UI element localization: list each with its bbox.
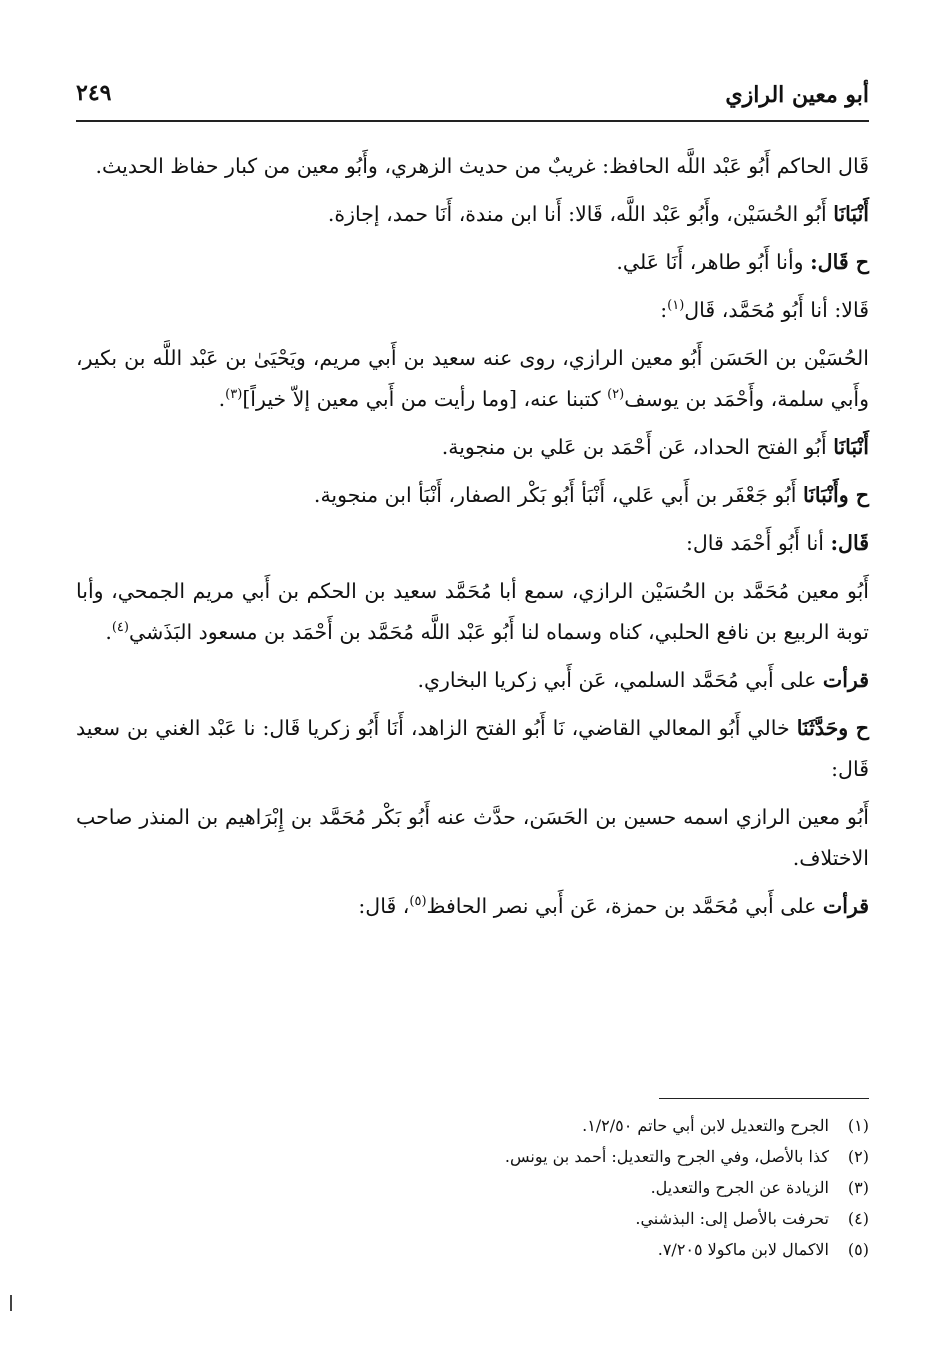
paragraph-tail: . (218, 387, 226, 411)
paragraph-text: أنا أَبُو أَحْمَد قال: (685, 531, 831, 555)
footnote-number: (٢) (847, 1147, 869, 1166)
footnote-text: كذا بالأصل، وفي الجرح والتعديل: أحمد بن يونس. (504, 1147, 829, 1166)
footnote-number: (١) (847, 1116, 869, 1135)
paragraph-8 (76, 523, 869, 564)
paragraph-lead: أَنْبَانَا (833, 435, 869, 459)
paragraph-11 (76, 708, 869, 790)
paragraph-lead: ح وأَنْبَانَا (802, 483, 869, 507)
paragraph-tail: : (660, 298, 668, 322)
paragraph-10 (76, 660, 869, 701)
paragraph-lead: ح وحَدَّثَنَا (796, 716, 869, 740)
paragraph-3 (76, 242, 869, 283)
footnote-5 (76, 1234, 869, 1265)
page-header (76, 78, 869, 122)
footnote-ref: (٢) (607, 387, 625, 403)
paragraph-13 (76, 886, 869, 927)
paragraph-5 (76, 338, 869, 420)
body-text (76, 146, 869, 934)
paragraph-text: على أَبي مُحَمَّد السلمي، عَن أَبي زكريا البخاري. (417, 668, 823, 692)
paragraph-lead: قَال: (830, 531, 869, 555)
paragraph-lead: أَنْبَانَا (833, 202, 869, 226)
paragraph-text: أَبُو الحُسَيْن، وأَبُو عَبْد اللَّه، قَالا: أَنا ابن مندة، أَنَا حمد، إجازة. (327, 202, 834, 226)
paragraph-text: أَبُو الفتح الحداد، عَن أَحْمَد بن عَلي بن منجوية. (441, 435, 834, 459)
footnote-ref: (٤) (111, 620, 129, 636)
paragraph-text: قَالا: أنا أَبُو مُحَمَّد، قَال (684, 298, 869, 322)
footnote-3 (76, 1172, 869, 1203)
footnote-number: (٣) (847, 1178, 869, 1197)
footnote-1 (76, 1110, 869, 1141)
footnote-2 (76, 1141, 869, 1172)
paragraph-text: على أَبي مُحَمَّد بن حمزة، عَن أَبي نصر الحافظ (426, 894, 823, 918)
running-title: أبو معين الرازي (725, 82, 869, 108)
footnote-4 (76, 1203, 869, 1234)
footnote-divider (659, 1098, 869, 1099)
footnote-ref: (١) (667, 298, 685, 314)
paragraph-2 (76, 194, 869, 235)
paragraph-tail: . (105, 620, 112, 644)
footnote-text: الزيادة عن الجرح والتعديل. (650, 1178, 829, 1197)
paragraph-tail: كتبنا عنه، [وما رأيت من أَبي معين إلاّ خيراً] (242, 387, 608, 411)
paragraph-lead: ح قَال: (810, 250, 869, 274)
paragraph-text: الحُسَيْن بن الحَسَن أَبُو معين الرازي، روى عنه سعيد بن أَبي مريم، ويَحْيَىٰ بن عَبْد اللَّه بن بكير، وأَبي سلمة، وأَحْمَد بن يوسف (76, 346, 869, 411)
footnote-number: (٥) (847, 1240, 869, 1259)
paragraph-text: خالي أَبُو المعالي القاضي، نَا أَبُو الفتح الزاهد، أَنَا أَبُو زكريا قَال: نا عَبْد الغني بن سعيد قَال: (76, 716, 869, 781)
paragraph-6 (76, 427, 869, 468)
paragraph-tail: ، قَال: (358, 894, 410, 918)
paragraph-text: أَبُو معين مُحَمَّد بن الحُسَيْن الرازي، سمع أبا مُحَمَّد سعيد بن الحكم بن أَبي مريم الجمحي، وأبا توبة الربيع بن نافع الحلبي، كناه وسماه لنا أَبُو عَبْد اللَّه مُحَمَّد بن أَحْمَد بن مسعود البَذَشي (76, 579, 869, 644)
paragraph-9 (76, 571, 869, 653)
paragraph-text: قَال الحاكم أَبُو عَبْد اللَّه الحافظ: غريبٌ من حديث الزهري، وأَبُو معين من كبار حفاظ الحديث. (95, 154, 869, 178)
paragraph-12 (76, 797, 869, 879)
paragraph-text: أَبُو جَعْفَر بن أَبي عَلي، أَنْبَأ أَبُو بَكْر الصفار، أَنْبَأ ابن منجوية. (313, 483, 803, 507)
paragraph-4 (76, 290, 869, 331)
paragraph-1 (76, 146, 869, 187)
footnote-ref: (٥) (409, 894, 427, 910)
paragraph-7 (76, 475, 869, 516)
footnote-text: الاكمال لابن ماكولا ٧/٢٠٥. (657, 1240, 829, 1259)
footnote-text: تحرفت بالأصل إلى: البذشني. (635, 1209, 829, 1228)
paragraph-text: أَبُو معين الرازي اسمه حسين بن الحَسَن، حدَّث عنه أَبُو بَكْر مُحَمَّد بن إِبْرَاهيم بن المنذر صاحب الاختلاف. (76, 805, 869, 870)
paragraph-text: وأنا أَبُو طاهر، أَنَا عَلي. (616, 250, 811, 274)
footnote-ref: (٣) (225, 387, 243, 403)
paragraph-lead: قرأت (822, 894, 869, 918)
scan-margin-mark (10, 1295, 12, 1311)
footnotes (76, 1110, 869, 1265)
footnote-text: الجرح والتعديل لابن أبي حاتم ١/٢/٥٠. (582, 1116, 829, 1135)
footnote-number: (٤) (847, 1209, 869, 1228)
page-number: ٢٤٩ (76, 80, 112, 106)
paragraph-lead: قرأت (822, 668, 869, 692)
